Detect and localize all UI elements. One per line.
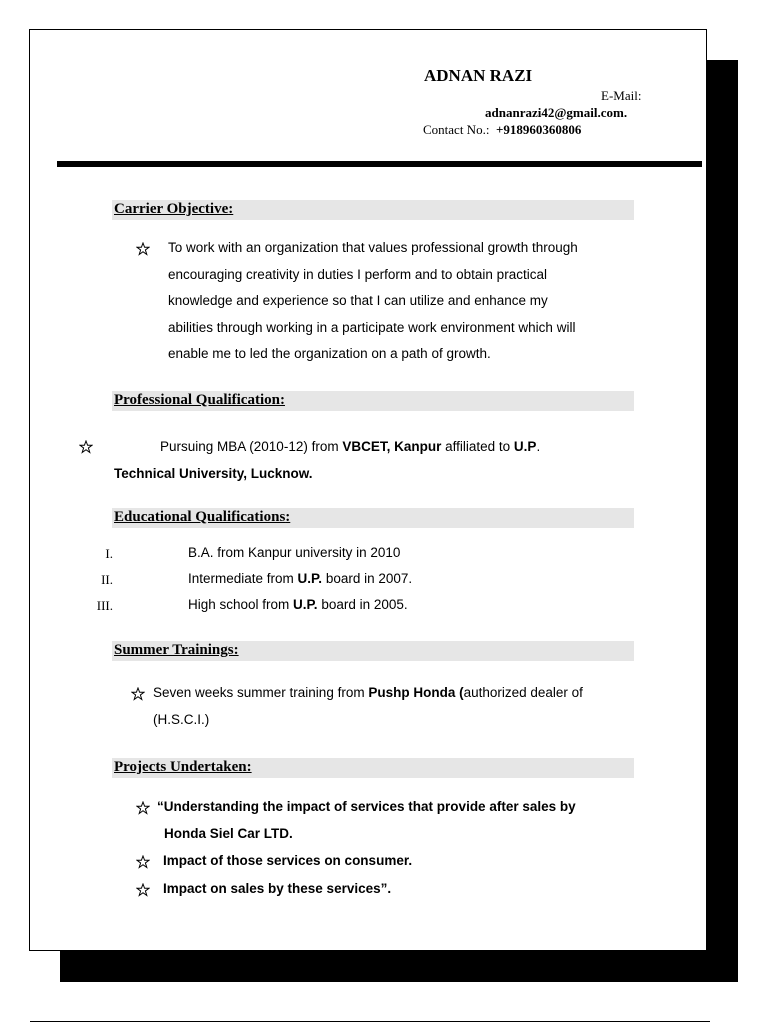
resume-page xyxy=(29,29,707,951)
candidate-name: ADNAN RAZI xyxy=(424,66,533,85)
section-header-training xyxy=(112,641,634,661)
section-title: Summer Trainings: xyxy=(114,642,239,658)
project-item: Impact on sales by these services”. xyxy=(163,881,392,896)
section-header-education: Educational Qualifications: xyxy=(112,508,634,528)
section-header-projects xyxy=(112,758,634,778)
list-number: I. xyxy=(105,546,113,561)
page-footer-rule xyxy=(30,1021,710,1022)
star-bullet-icon xyxy=(136,855,150,869)
section-title: Professional Qualification xyxy=(114,392,280,408)
contact-line xyxy=(423,122,581,138)
list-number: III. xyxy=(96,598,113,613)
training-line-1: Seven weeks summer training from Pushp Honda (authorized dealer of xyxy=(153,685,583,700)
objective-text xyxy=(168,235,648,368)
email-label: E-Mail: xyxy=(601,88,642,103)
objective-line: knowledge and experience so that I can utilize and enhance my xyxy=(168,293,548,308)
list-number: II. xyxy=(101,572,113,587)
objective-line: To work with an organization that values professional growth through xyxy=(168,240,578,255)
education-item: Intermediate from U.P. board in 2007. xyxy=(188,571,413,586)
contact-label: Contact No.: xyxy=(423,122,490,137)
professional-line-2: Technical University, Lucknow. xyxy=(114,466,313,481)
header-divider xyxy=(57,161,702,167)
email-address: adnanrazi42@gmail.com. xyxy=(485,105,628,120)
star-bullet-icon xyxy=(136,242,150,256)
objective-line: enable me to led the organization on a path of growth. xyxy=(168,346,491,361)
section-header-professional: Professional Qualification: xyxy=(112,391,634,411)
section-header-objective: Carrier Objective: xyxy=(112,200,634,220)
project-item: “Understanding the impact of services that provide after sales by xyxy=(157,799,576,814)
section-title: Projects Undertaken: xyxy=(114,759,252,775)
project-item: Honda Siel Car LTD. xyxy=(164,826,293,841)
objective-line: abilities through working in a participate work environment which will xyxy=(168,319,576,335)
objective-line: encouraging creativity in duties I perform and to obtain practical xyxy=(168,266,547,282)
education-item: B.A. from Kanpur university in 2010 xyxy=(188,545,401,560)
star-bullet-icon xyxy=(79,440,93,454)
section-title: Educational Qualifications xyxy=(114,509,286,525)
project-item: Impact of those services on consumer. xyxy=(163,853,413,868)
star-bullet-icon xyxy=(131,687,145,701)
contact-number: +918960360806 xyxy=(495,122,582,137)
section-title: Carrier Objective xyxy=(114,201,229,217)
star-bullet-icon xyxy=(136,883,150,897)
training-line-2: (H.S.C.I.) xyxy=(153,712,210,727)
education-item: High school from U.P. board in 2005. xyxy=(188,597,408,612)
star-bullet-icon xyxy=(136,801,150,815)
professional-line-1: Pursuing MBA (2010-12) from VBCET, Kanpur affiliated to U.P. xyxy=(160,439,541,454)
